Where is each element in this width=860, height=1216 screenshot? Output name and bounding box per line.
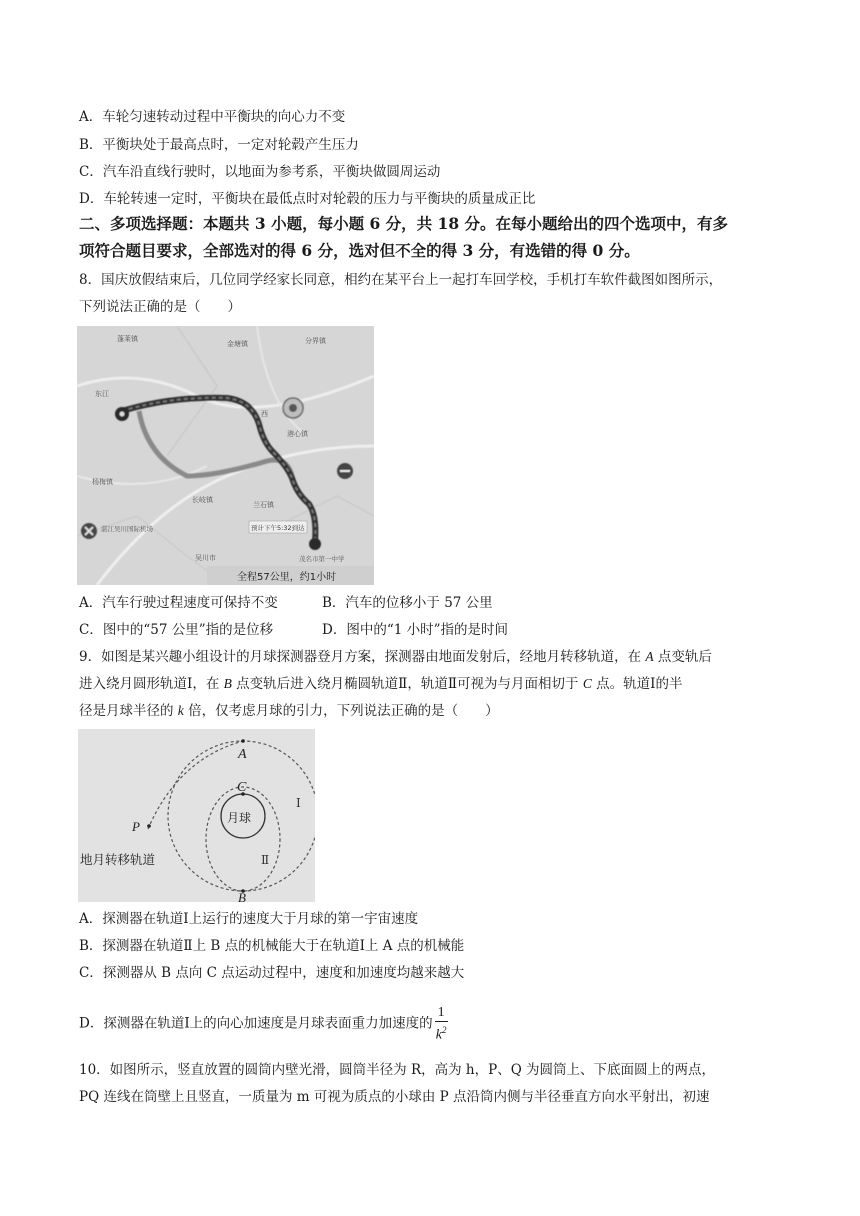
moon-label: 月球 [227, 811, 252, 825]
q8-option-d: D．图中的“1 小时”指的是时间 [322, 622, 509, 638]
map-place-label: 茂名市第一中学 [299, 555, 345, 563]
point-a-label: A [238, 747, 247, 762]
map-place-label: 东江 [95, 390, 109, 398]
q9-option-b: B．探测器在轨道Ⅱ上 B 点的机械能大于在轨道Ⅰ上 A 点的机械能 [79, 938, 465, 954]
map-place-label: 分界镇 [305, 337, 326, 345]
q7-option-d: D．车轮转速一定时，平衡块在最低点时对轮毂的压力与平衡块的质量成正比 [79, 191, 536, 207]
point-b-label: B [238, 890, 246, 902]
q10-stem-line1: 10．如图所示，竖直放置的圆筒内壁光滑，圆筒半径为 R，高为 h，P、Q 为圆筒上、下底面圆上的两点， [79, 1062, 716, 1078]
q9-option-d: D．探测器在轨道Ⅰ上的向心加速度是月球表面重力加速度的 $\frac{1}{k^2}$ [79, 1005, 447, 1043]
q10-stem-line2: PQ 连线在筒壁上且竖直，一质量为 m 可视为质点的小球由 P 点沿筒内侧与半径垂直方向水平射出，初速 [79, 1089, 710, 1105]
q7-option-c: C．汽车沿直线行驶时，以地面为参考系，平衡块做圆周运动 [79, 164, 441, 180]
map-place-label: 兰石镇 [253, 501, 274, 509]
point-p-label: P [132, 819, 140, 834]
q8-option-c: C．图中的“57 公里”指的是位移 [79, 622, 274, 638]
q7-option-a: A．车轮匀速转动过程中平衡块的向心力不变 [79, 109, 346, 125]
transfer-orbit-label: 地月转移轨道 [80, 852, 156, 867]
section2-heading-line2: 项符合题目要求，全部选对的得 6 分，选对但不全的得 3 分，有选错的得 0 分。 [79, 241, 640, 260]
map-place-label: 湛江吴川国际机场 [101, 525, 153, 533]
map-place-label: 港心镇 [287, 430, 308, 438]
q8-stem-line2: 下列说法正确的是（ ） [79, 299, 241, 315]
orbit-1-label: Ⅰ [296, 796, 301, 810]
map-place-label: 西 [261, 410, 268, 418]
q8-option-a: A．汽车行驶过程速度可保持不变 [79, 595, 278, 611]
map-place-label: 蓬莱镇 [117, 335, 138, 343]
q9-orbit-diagram [78, 729, 315, 902]
q9-option-c: C．探测器从 B 点向 C 点运动过程中，速度和加速度均越来越大 [79, 965, 465, 981]
map-eta-label: 预计下午5:32到达 [251, 524, 305, 532]
q7-option-b: B．平衡块处于最高点时，一定对轮毂产生压力 [79, 137, 359, 153]
map-place-label: 金塘镇 [227, 340, 248, 348]
q9-option-a: A．探测器在轨道Ⅰ上运行的速度大于月球的第一宇宙速度 [79, 911, 419, 927]
fraction-1-over-k-squared: $\frac{1}{k^2}$ [435, 1005, 447, 1043]
q8-map-screenshot [77, 326, 374, 585]
q9-stem-line3: 径是月球半径的 k 倍，仅考虑月球的引力，下列说法正确的是（ ） [79, 703, 499, 719]
map-place-label: 长岐镇 [192, 496, 213, 504]
q9-stem-line2: 进入绕月圆形轨道Ⅰ，在 B 点变轨后进入绕月椭圆轨道Ⅱ，轨道Ⅱ可视为与月面相切于 C 点。轨道Ⅰ的半 [79, 676, 683, 692]
orbit-2-label: Ⅱ [261, 853, 270, 867]
map-trip-summary: 全程57公里，约1小时 [237, 572, 337, 583]
map-place-label: 吴川市 [195, 554, 216, 562]
q8-option-b: B．汽车的位移小于 57 公里 [322, 595, 493, 611]
map-place-label: 杨梅镇 [92, 478, 113, 486]
q9-stem-line1: 9．如图是某兴趣小组设计的月球探测器登月方案，探测器由地面发射后，经地月转移轨道，在 A 点变轨后 [79, 649, 712, 665]
point-c-label: C [237, 780, 247, 795]
q8-stem-line1: 8．国庆放假结束后，几位同学经家长同意，相约在某平台上一起打车回学校，手机打车软件截图如图所示， [79, 272, 723, 288]
section2-heading-line1: 二、多项选择题：本题共 3 小题，每小题 6 分，共 18 分。在每小题给出的四个选项中，有多 [79, 214, 729, 233]
